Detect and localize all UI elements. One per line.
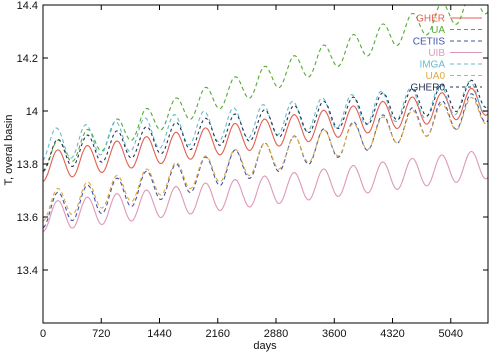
legend-label-ua0: UA0: [425, 71, 445, 82]
x-tick-label: 2880: [263, 328, 289, 340]
legend-label-gher0: GHER0: [410, 82, 445, 94]
x-tick-label: 720: [92, 328, 111, 340]
y-axis-label: T, overal basin: [3, 114, 15, 186]
y-tick-label: 13.8: [16, 159, 38, 171]
y-tick-label: 14.4: [16, 0, 38, 12]
series-line-gher: [43, 88, 488, 181]
x-tick-label: 1440: [147, 328, 172, 340]
legend-label-cetiis: CETIIS: [412, 36, 445, 48]
x-tick-label: 2160: [205, 328, 231, 340]
y-tick-label: 13.6: [16, 212, 38, 224]
legend-label-gher: GHER: [416, 13, 445, 25]
x-tick-label: 3600: [322, 328, 347, 340]
y-tick-label: 14.2: [16, 53, 38, 65]
x-tick-label: 4320: [380, 328, 405, 340]
legend-label-ua: UA: [431, 25, 445, 36]
y-tick-label: 14: [25, 106, 38, 118]
x-axis-label: days: [253, 340, 277, 352]
y-tick-label: 13.4: [16, 265, 38, 277]
legend: [411, 14, 482, 94]
x-tick-label: 5040: [438, 328, 464, 340]
legend-label-uib: UIB: [428, 48, 445, 59]
plot-frame: [43, 5, 488, 323]
x-tick-label: 0: [39, 328, 47, 340]
series-layer: [43, 0, 488, 232]
ticks-layer: [17, 0, 488, 340]
series-line-uib: [43, 152, 488, 232]
legend-label-imga: IMGA: [419, 59, 445, 71]
